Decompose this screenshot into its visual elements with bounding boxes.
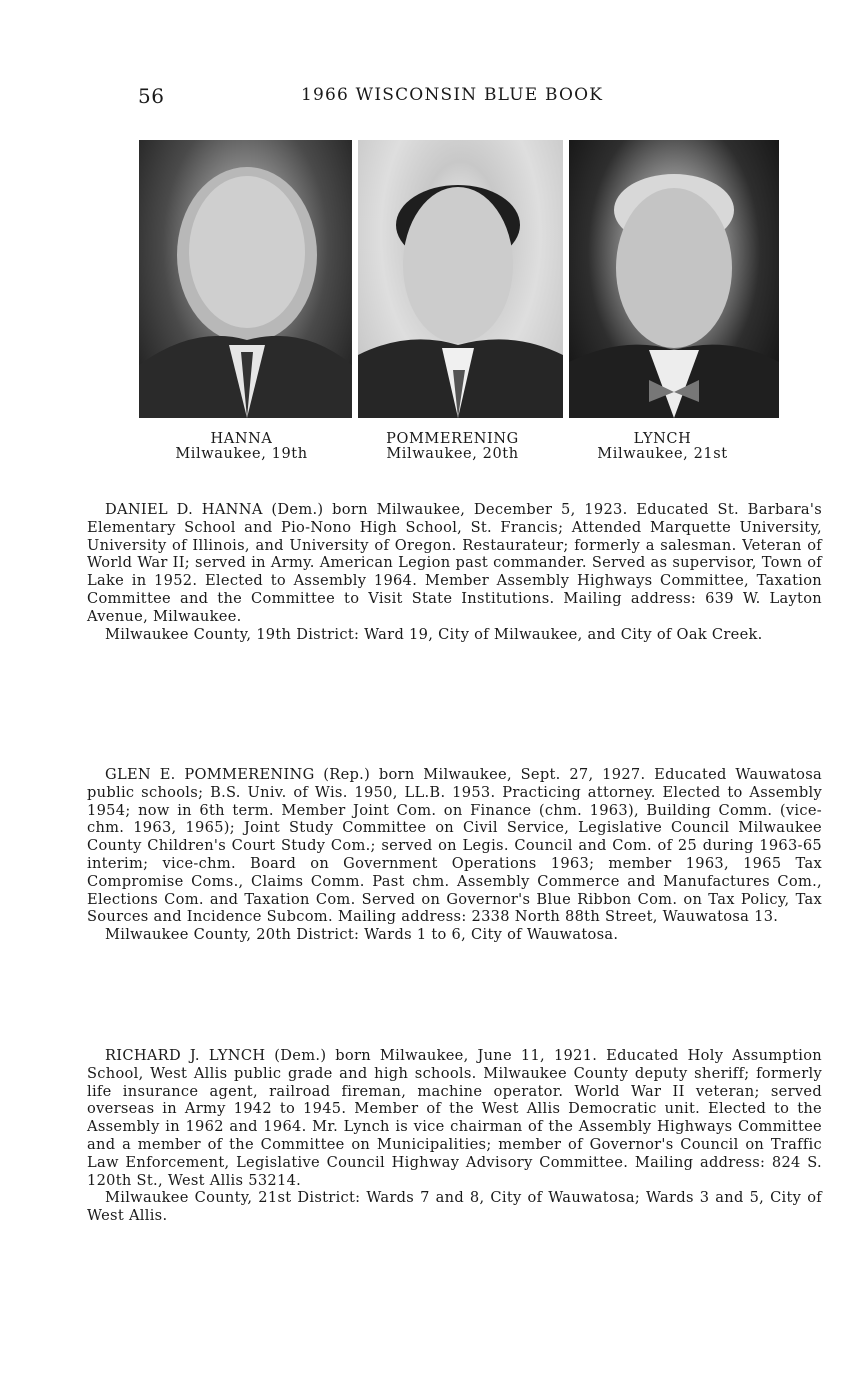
portrait-photo-lynch	[569, 140, 779, 418]
portrait-name: LYNCH	[633, 431, 692, 447]
page-header	[138, 84, 628, 108]
portrait-district: Milwaukee, 21st	[597, 446, 728, 462]
portrait-caption	[140, 432, 343, 462]
portrait-photo-pommerening	[358, 140, 563, 418]
biography-text: GLEN E. POMMERENING (Rep.) born Milwaukee, Sept. 27, 1927. Educated Wauwatosa public schools; B.S. Univ. of Wis. 1950, LL.B. 1953. Practicing attorney. Elected to Assembly 1954; now in 6th term. Member Joint Com. on Finance (chm. 1963), Building Comm. (vice-chm. 1963, 1965); Joint Study Committee on Civil Service, Legislative Council Milwaukee County Children's Court Study Com.; served on Legis. Council and Com. of 25 during 1963-65 interim; vice-chm. Board on Government Operations 1963; member 1963, 1965 Tax Compromise Coms., Claims Comm. Past chm. Assembly Commerce and Manufactures Com., Elections Com. and Taxation Com. Served on Governor's Blue Ribbon Com. on Tax Policy, Tax Sources and Incidence Subcom. Mailing address: 2338 North 88th Street, Wauwatosa 13.	[87, 766, 822, 926]
biography-text: DANIEL D. HANNA (Dem.) born Milwaukee, December 5, 1923. Educated St. Barbara's Elementary School and Pio-Nono High School, St. Francis; Attended Marquette University, University of Illinois, and University of Oregon. Restaurateur; formerly a salesman. Veteran of World War II; served in Army. American Legion past commander. Served as supervisor, Town of Lake in 1952. Elected to Assembly 1964. Member Assembly Highways Committee, Taxation Committee and the Committee to Visit State Institutions. Mailing address: 639 W. Layton Avenue, Milwaukee.	[87, 501, 822, 625]
portrait-district: Milwaukee, 19th	[175, 446, 308, 462]
portrait-caption	[561, 432, 764, 462]
portrait-name: HANNA	[210, 431, 273, 447]
portrait-caption	[351, 432, 554, 462]
district-description: Milwaukee County, 21st District: Wards 7 and 8, City of Wauwatosa; Wards 3 and 5, City of West Allis.	[87, 1189, 822, 1225]
portrait-district: Milwaukee, 20th	[386, 446, 519, 462]
page-number: 56	[138, 84, 165, 108]
biography-hanna	[87, 501, 822, 643]
biography-lynch	[87, 1047, 822, 1225]
district-description: Milwaukee County, 20th District: Wards 1 to 6, City of Wauwatosa.	[105, 926, 619, 944]
biography-text: RICHARD J. LYNCH (Dem.) born Milwaukee, June 11, 1921. Educated Holy Assumption School, West Allis public grade and high schools. Milwaukee County deputy sheriff; formerly life insurance agent, railroad fireman, machine operator. World War II veteran; served overseas in Army 1942 to 1945. Member of the West Allis Democratic unit. Elected to the Assembly in 1962 and 1964. Mr. Lynch is vice chairman of the Assembly Highways Committee and a member of the Committee on Municipalities; member of Governor's Council on Traffic Law Enforcement, Legislative Council Highway Advisory Committee. Mailing address: 824 S. 120th St., West Allis 53214.	[87, 1047, 822, 1189]
portrait-name: POMMERENING	[386, 431, 519, 447]
portrait-row	[139, 140, 779, 418]
biography-pommerening	[87, 766, 822, 944]
page-title: 1966 WISCONSIN BLUE BOOK	[301, 85, 604, 105]
district-description: Milwaukee County, 19th District: Ward 19, City of Milwaukee, and City of Oak Creek.	[105, 625, 763, 643]
portrait-photo-hanna	[139, 140, 352, 418]
